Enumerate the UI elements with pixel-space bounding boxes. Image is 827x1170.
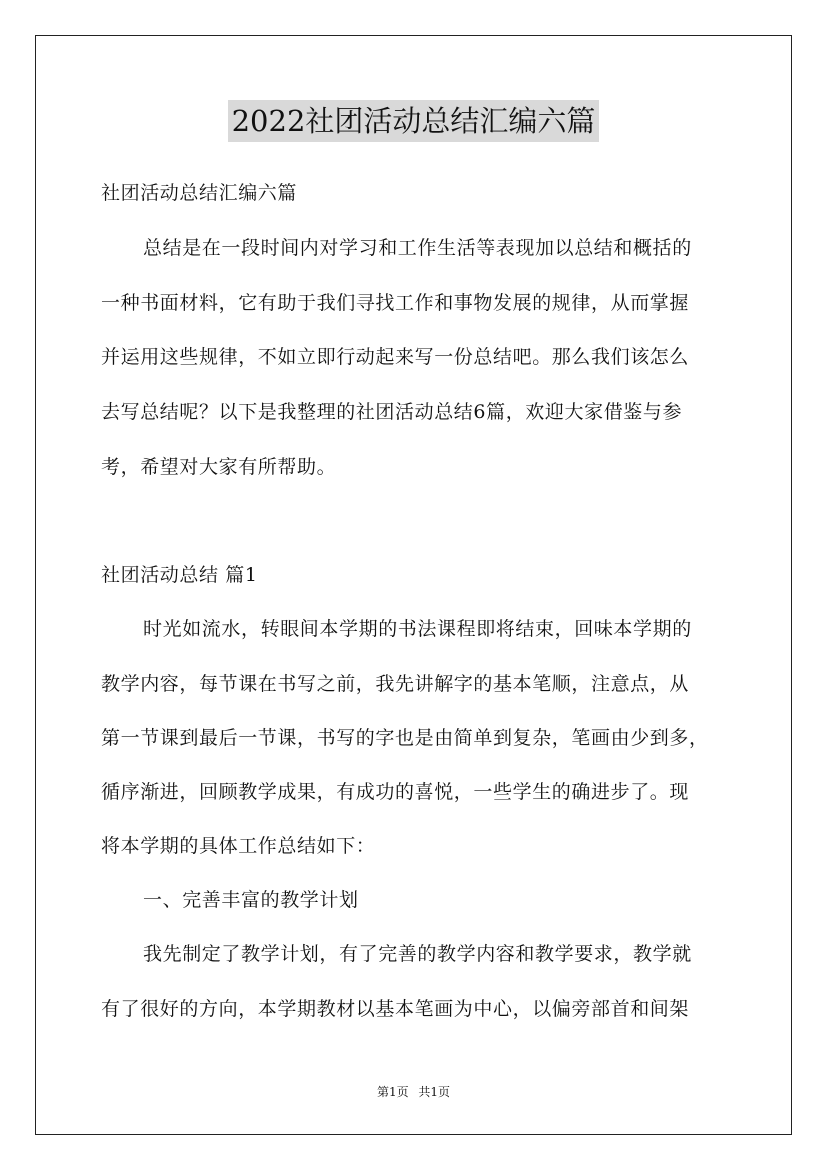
section-line: 教学内容，每节课在书写之前，我先讲解字的基本笔顺，注意点，从	[101, 673, 690, 695]
subheading: 一、完善丰富的教学计划	[143, 889, 359, 911]
section-line: 时光如流水，转眼间本学期的书法课程即将结束，回味本学期的	[143, 618, 692, 640]
section-line: 我先制定了教学计划，有了完善的教学内容和教学要求，教学就	[143, 943, 692, 965]
section-heading: 社团活动总结 篇1	[101, 564, 258, 586]
intro-line: 并运用这些规律，不如立即行动起来写一份总结吧。那么我们该怎么	[101, 346, 690, 368]
intro-line: 一种书面材料，它有助于我们寻找工作和事物发展的规律，从而掌握	[101, 292, 690, 314]
section-line: 有了很好的方向，本学期教材以基本笔画为中心，以偏旁部首和间架	[101, 998, 690, 1020]
section-line: 循序渐进，回顾教学成果，有成功的喜悦，一些学生的确进步了。现	[101, 781, 690, 803]
intro-line: 考，希望对大家有所帮助。	[101, 456, 337, 478]
document-title: 2022社团活动总结汇编六篇	[228, 100, 600, 142]
document-subtitle: 社团活动总结汇编六篇	[101, 182, 298, 204]
page-total: 共1页	[418, 1085, 451, 1099]
section-line: 将本学期的具体工作总结如下：	[101, 835, 376, 857]
section-line: 第一节课到最后一节课，书写的字也是由简单到复杂，笔画由少到多，	[101, 727, 709, 749]
page-number: 第1页	[376, 1085, 409, 1099]
page-footer	[0, 1084, 827, 1100]
intro-line: 去写总结呢？以下是我整理的社团活动总结6篇，欢迎大家借鉴与参	[101, 401, 683, 423]
intro-line: 总结是在一段时间内对学习和工作生活等表现加以总结和概括的	[143, 237, 692, 259]
title-container	[0, 100, 827, 142]
